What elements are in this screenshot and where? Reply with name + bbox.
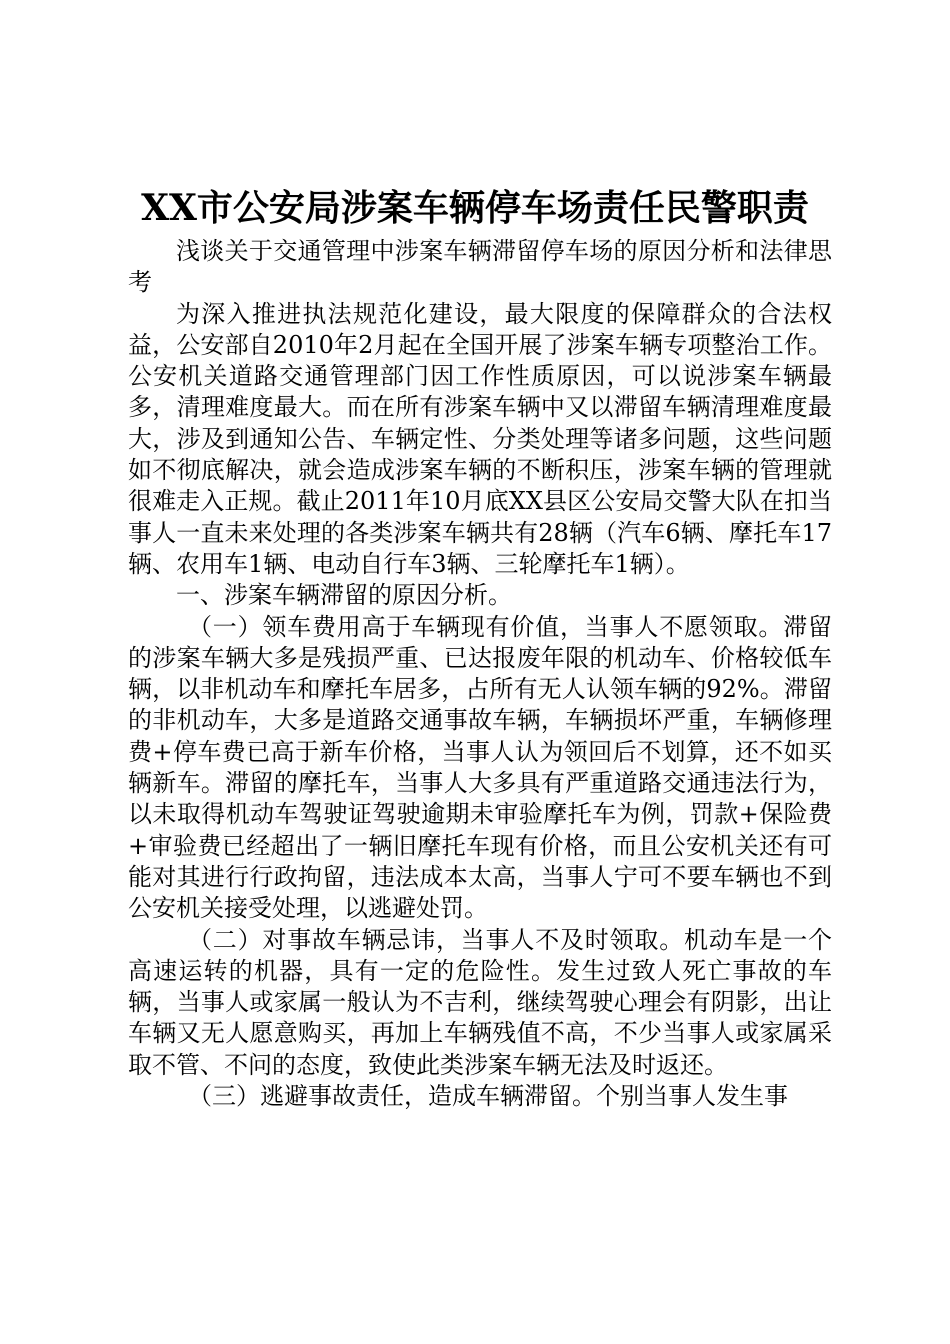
paragraph: 浅谈关于交通管理中涉案车辆滞留停车场的原因分析和法律思考 <box>128 237 832 297</box>
document-body <box>128 236 832 1112</box>
paragraph: （二）对事故车辆忌讳，当事人不及时领取。机动车是一个高速运转的机器，具有一定的危险性。发生过致人死亡事故的车辆，当事人或家属一般认为不吉利，继续驾驶心理会有阴影，出让车辆又无人愿意购买，再加上车辆残值不高，不少当事人或家属采取不管、不问的态度，致使此类涉案车辆无法及时返还。 <box>128 925 832 1079</box>
paragraph: （一）领车费用高于车辆现有价值，当事人不愿领取。滞留的涉案车辆大多是残损严重、已达报废年限的机动车、价格较低车辆，以非机动车和摩托车居多，占所有无人认领车辆的92%。滞留的非机动车，大多是道路交通事故车辆，车辆损坏严重，车辆修理费+停车费已高于新车价格，当事人认为领回后不划算，还不如买辆新车。滞留的摩托车，当事人大多具有严重道路交通违法行为，以未取得机动车驾驶证驾驶逾期未审验摩托车为例，罚款+保险费+审验费已经超出了一辆旧摩托车现有价格，而且公安机关还有可能对其进行行政拘留，违法成本太高，当事人宁可不要车辆也不到公安机关接受处理，以逃避处罚。 <box>128 612 832 923</box>
document-title: XX市公安局涉案车辆停车场责任民警职责 <box>141 187 809 229</box>
paragraph: 一、涉案车辆滞留的原因分析。 <box>176 581 512 610</box>
paragraph: 为深入推进执法规范化建设，最大限度的保障群众的合法权益，公安部自2010年2月起在全国开展了涉案车辆专项整治工作。公安机关道路交通管理部门因工作性质原因，可以说涉案车辆最多，清理难度最大。而在所有涉案车辆中又以滞留车辆清理难度最大，涉及到通知公告、车辆定性、分类处理等诸多问题，这些问题如不彻底解决，就会造成涉案车辆的不断积压，涉案车辆的管理就很难走入正规。截止2011年10月底XX县区公安局交警大队在扣当事人一直未来处理的各类涉案车辆共有28辆（汽车6辆、摩托车17辆、农用车1辆、电动自行车3辆、三轮摩托车1辆）。 <box>128 299 832 578</box>
paragraph: （三）逃避事故责任，造成车辆滞留。个别当事人发生事 <box>188 1082 788 1111</box>
